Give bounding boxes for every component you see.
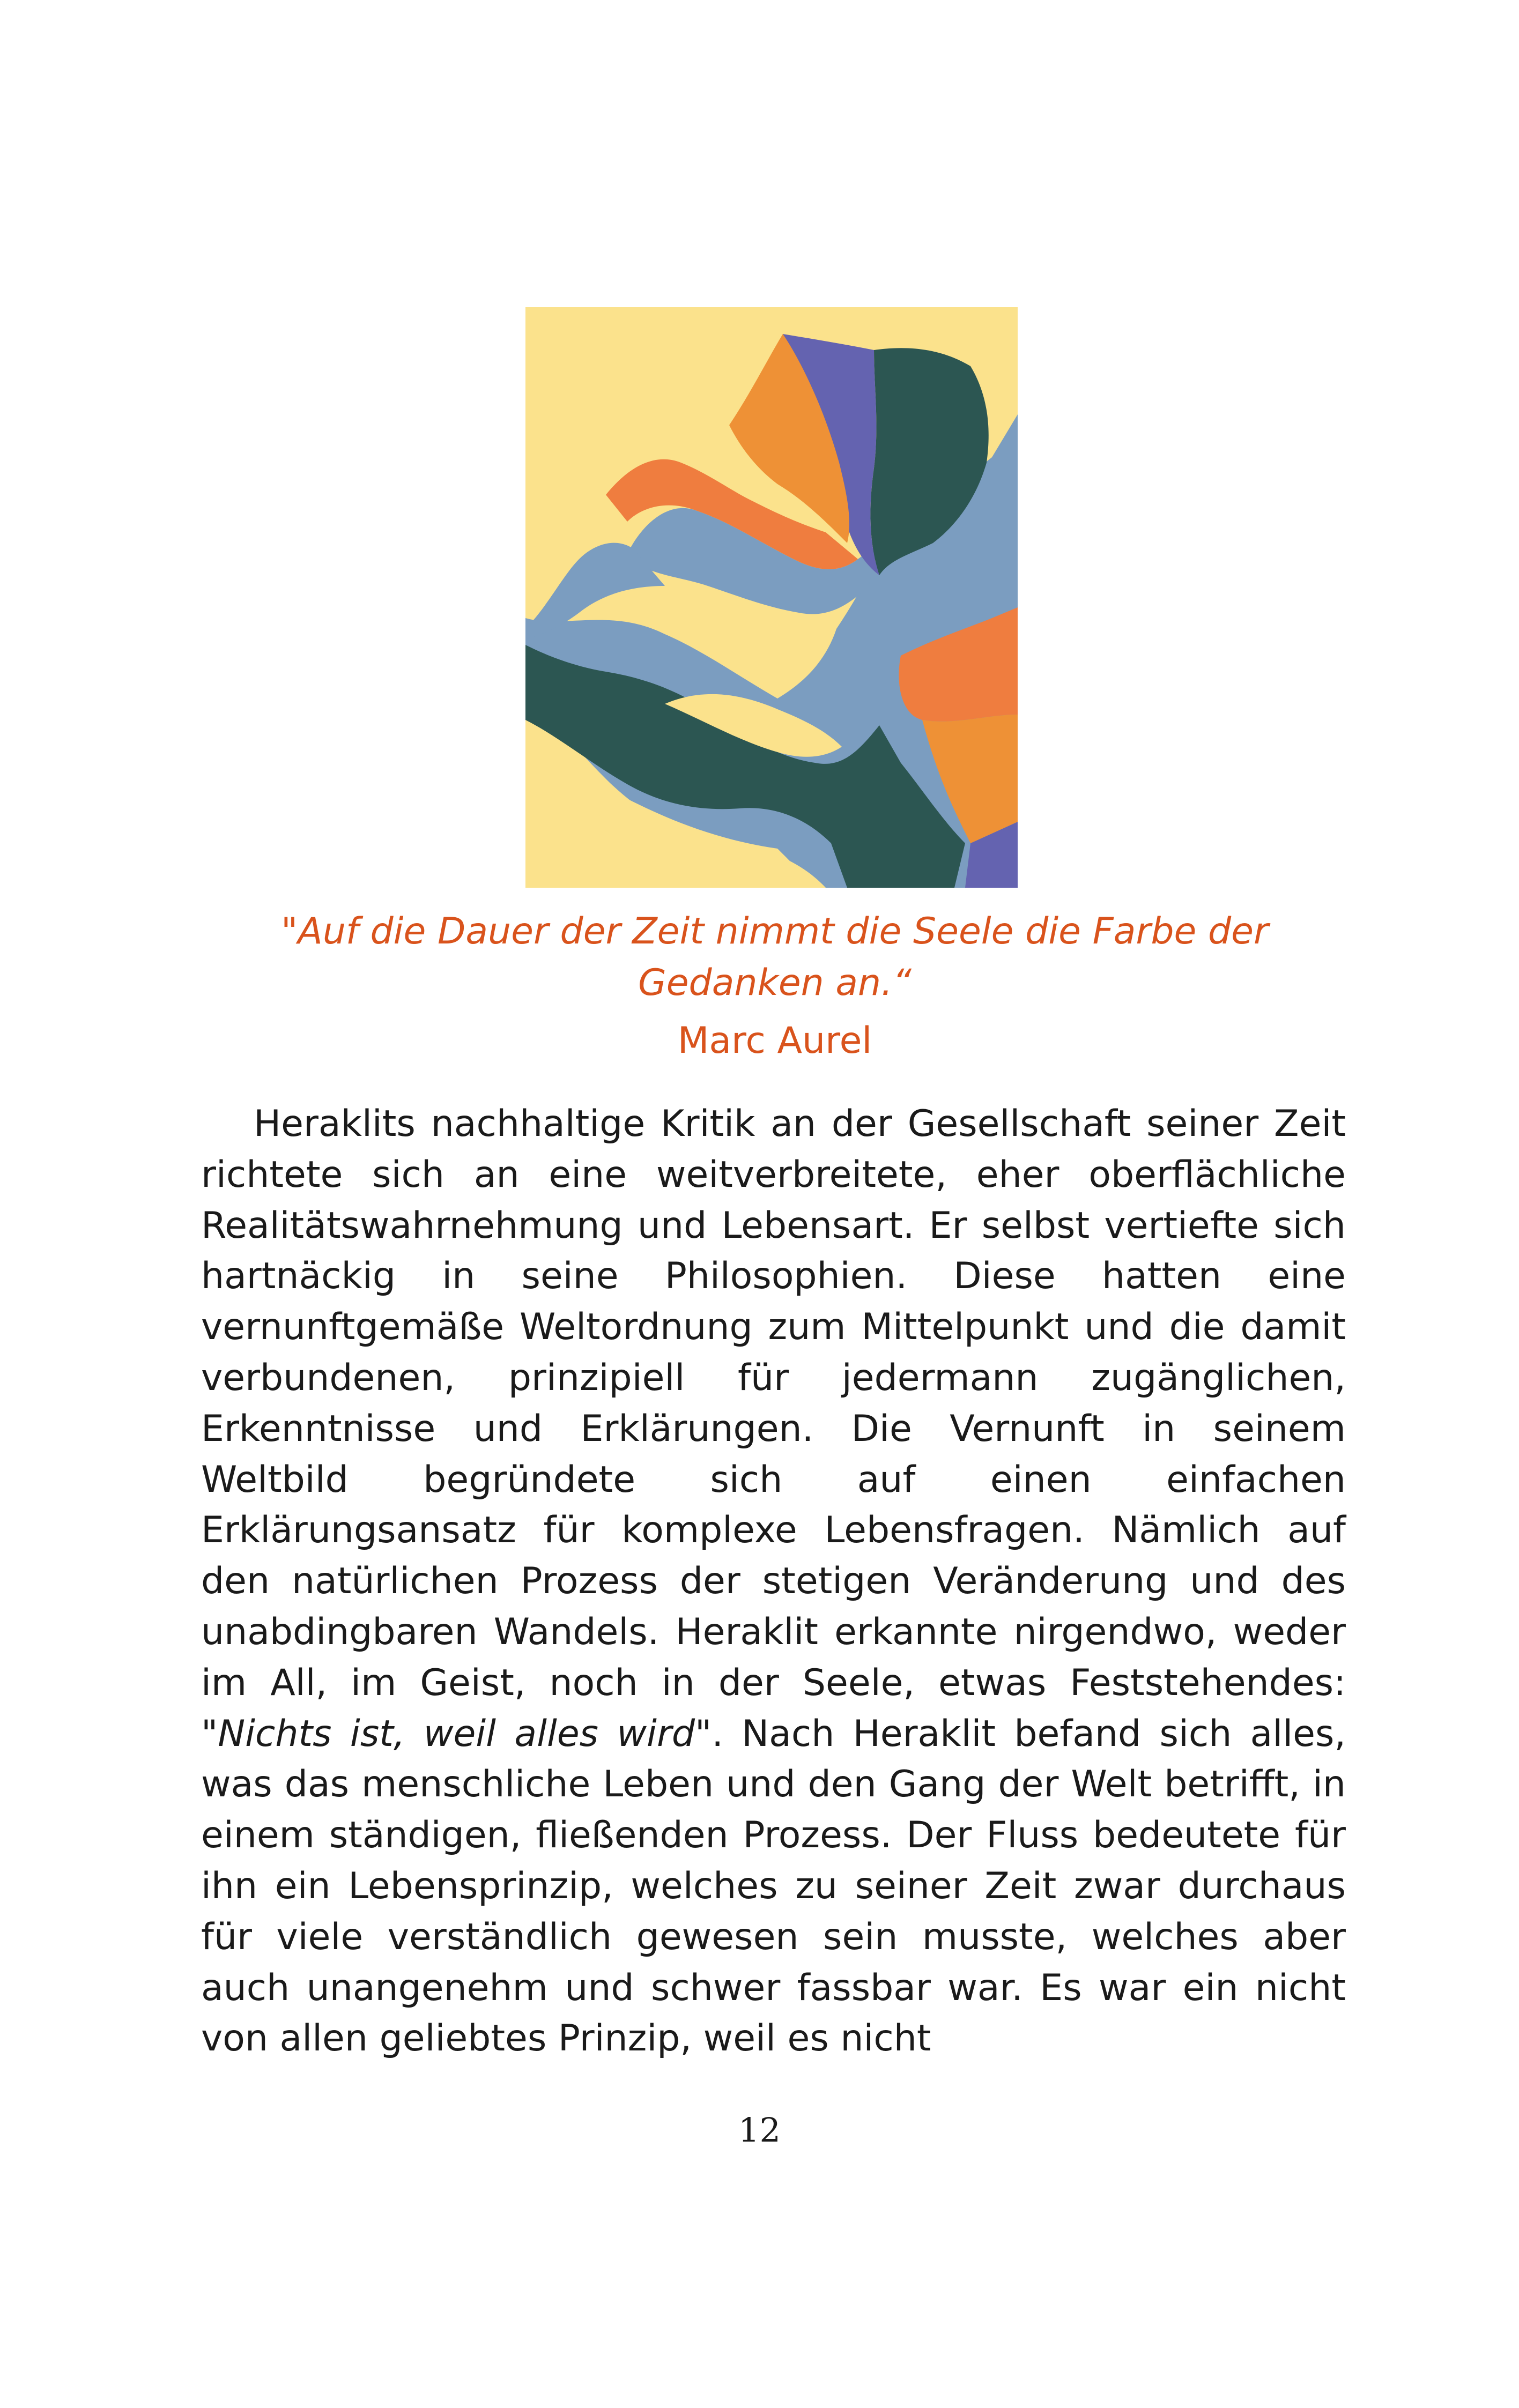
- body-text-part-1: Heraklits nachhaltige Kritik an der Gesellschaft seiner Zeit richtete sich an eine weitverbreitete, eher oberflächliche Realitätswahrnehmung und Lebensart. Er selbst vertiefte sich hartnäckig in seine Philosophien. Diese hatten eine vernunftgemäße Weltordnung zum Mittelpunkt und die damit verbundenen, prinzipiell für jedermann zugänglichen, Erkenntnisse und Erklärungen. Die Vernunft in seinem Weltbild begründete sich auf einen einfachen Erklärungsansatz für komplexe Lebensfragen. Nämlich auf den natürlichen Prozess der stetigen Veränderung und des unabdingbaren Wandels. Heraklit erkannte nirgendwo, weder im All, im Geist, noch in der Seele, etwas Feststehendes:: [201, 1103, 1346, 1704]
- body-text-italic-quote: "Nichts ist, weil alles wird": [201, 1712, 712, 1755]
- body-text-part-2: . Nach Heraklit befand sich alles, was das menschliche Leben und den Gang der Welt betrifft, in einem ständigen, fließenden Prozess. Der Fluss bedeutete für ihn ein Lebensprinzip, welches zu seiner Zeit zwar durchaus für viele verständlich gewesen sein musste, welches aber auch unangenehm und schwer fassbar war. Es war ein nicht von allen geliebtes Prinzip, weil es nicht: [201, 1712, 1346, 2060]
- abstract-leaf-illustration: [525, 307, 1018, 888]
- quote-author: Marc Aurel: [677, 1020, 872, 1062]
- quote-text: "Auf die Dauer der Zeit nimmt die Seele die Farbe der Gedanken an.“: [281, 910, 1269, 1004]
- body-paragraph: [201, 1099, 1346, 2064]
- page-number: 12: [738, 2110, 781, 2150]
